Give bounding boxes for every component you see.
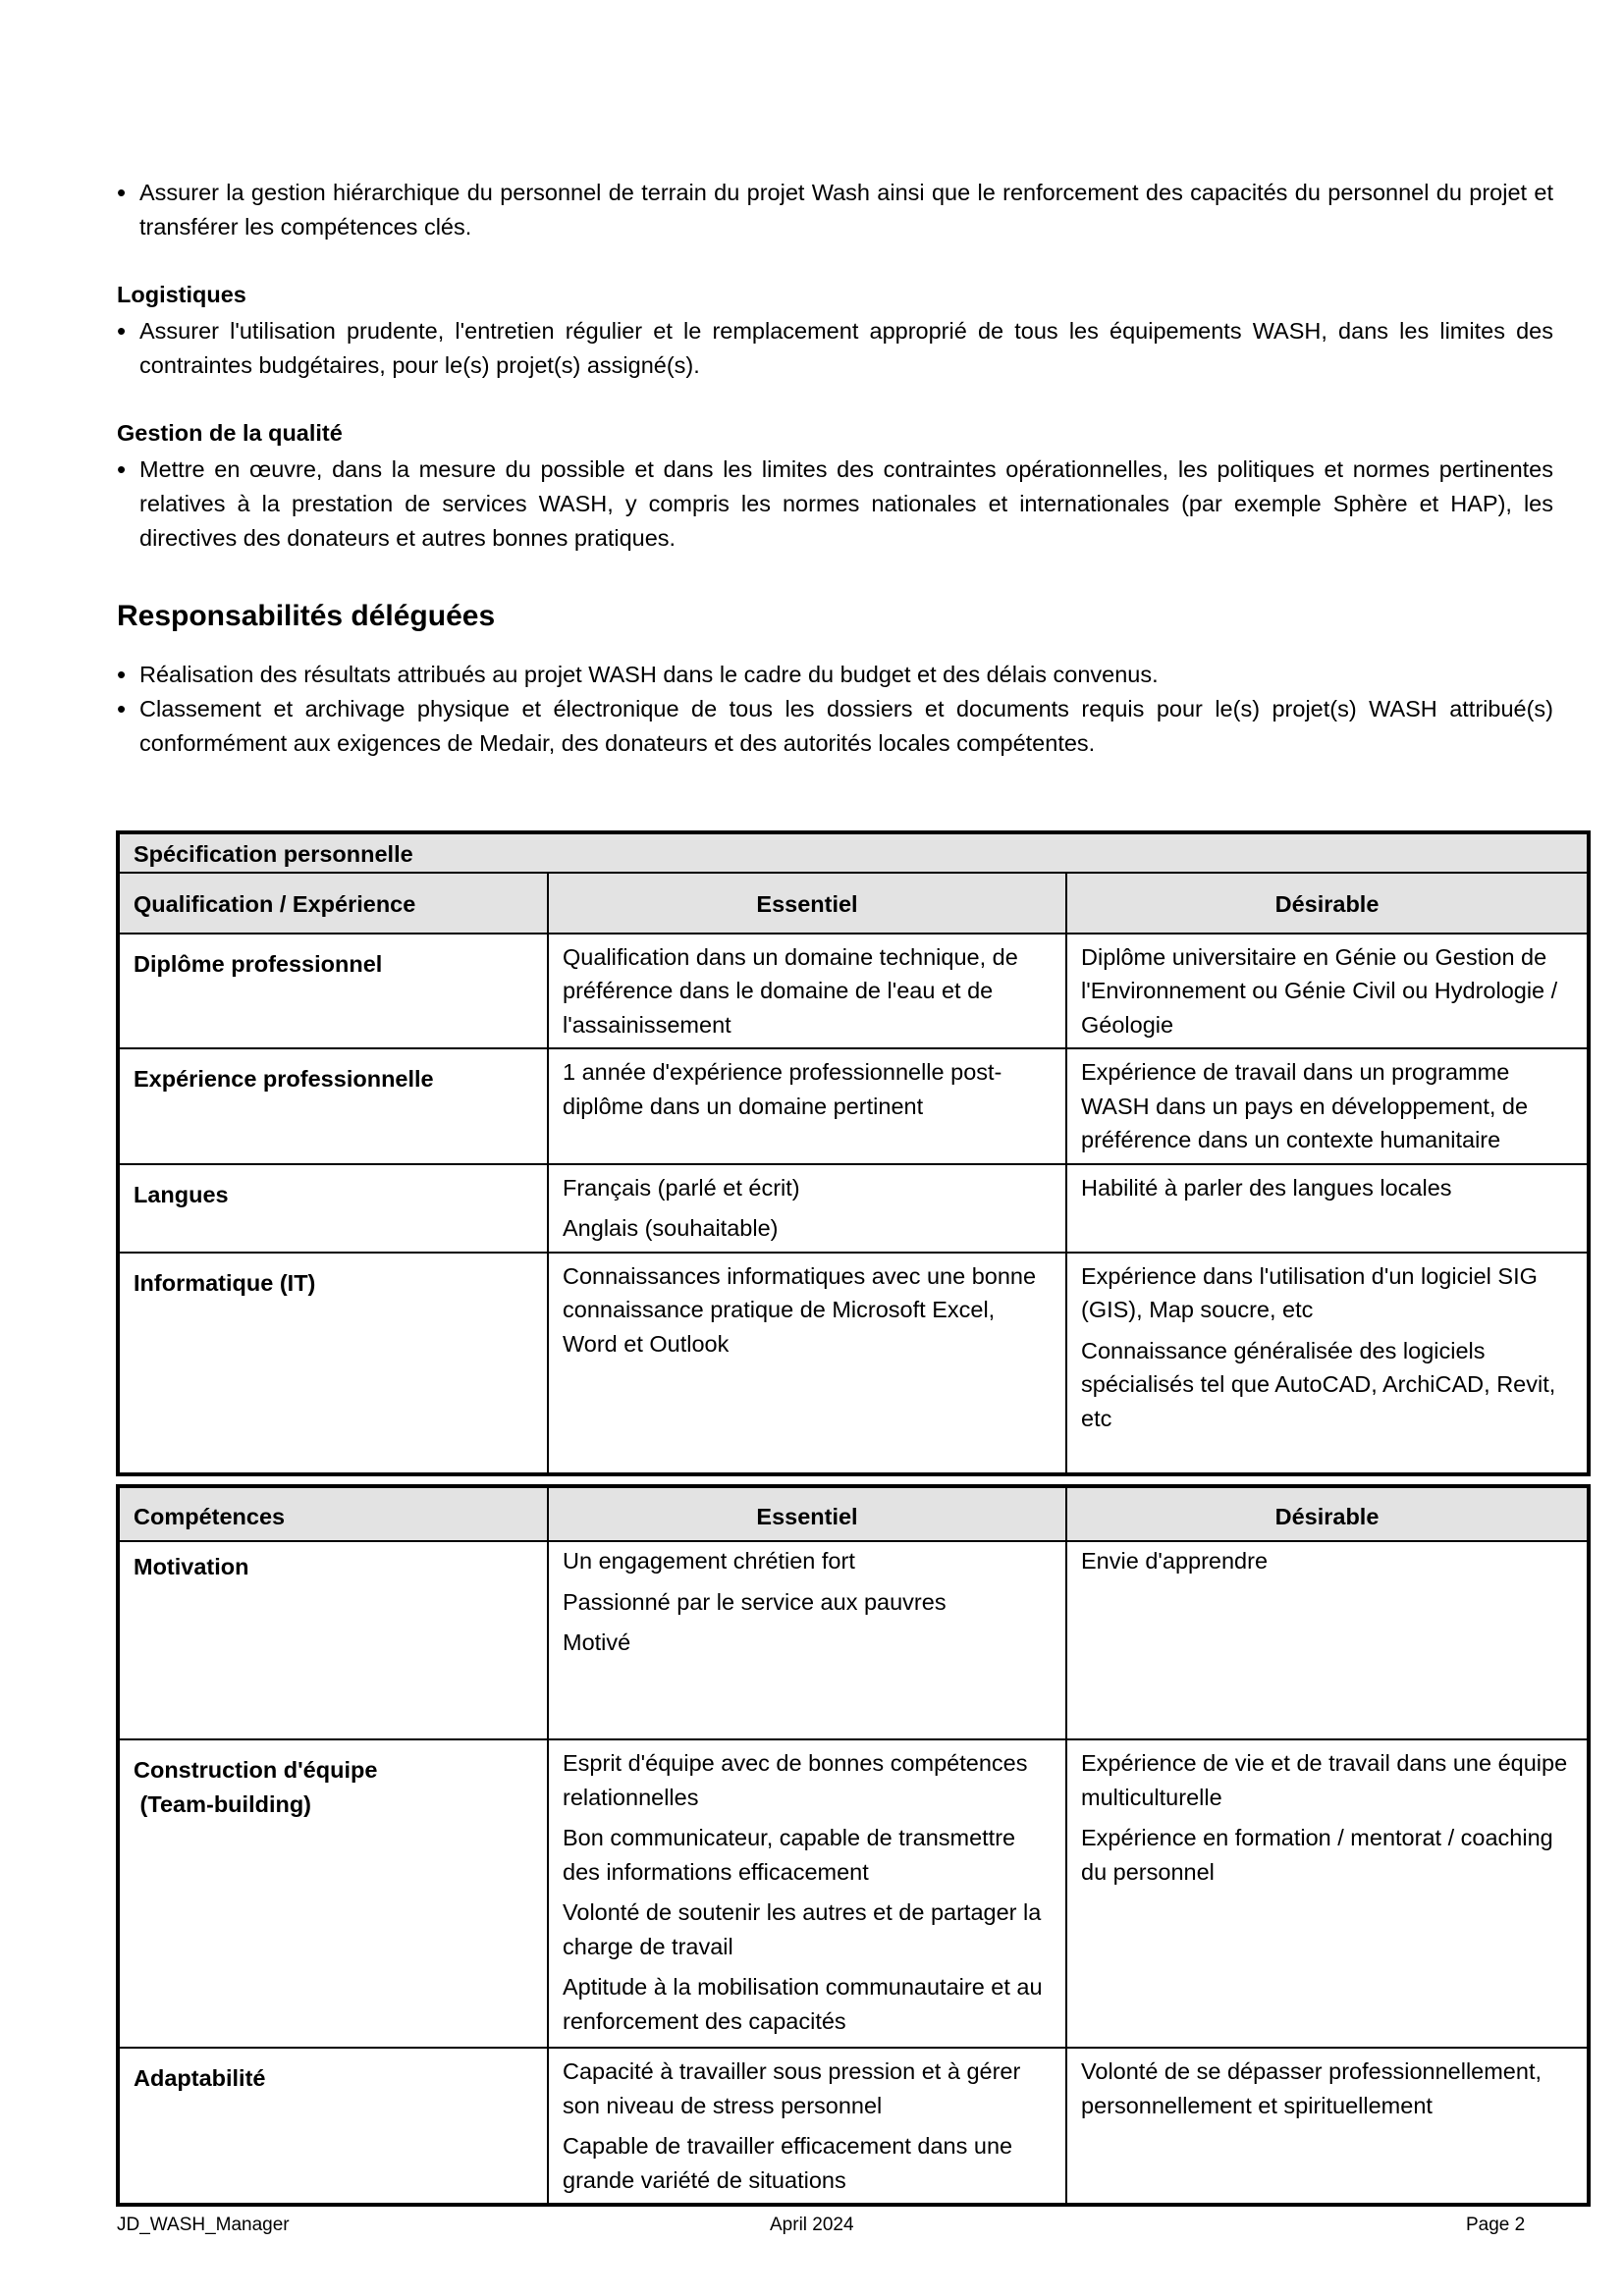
delegated-bullet-list	[117, 658, 1553, 761]
cell-text: Esprit d'équipe avec de bonnes compétences relationnelles	[563, 1750, 1028, 1810]
cell-text: Aptitude à la mobilisation communautaire et au renforcement des capacités	[563, 1974, 1043, 2034]
cell-text: Motivé	[563, 1629, 631, 1655]
cell-text: Capacité à travailler sous pression et à gérer son niveau de stress personnel	[563, 2058, 1021, 2118]
list-item: • Classement et archivage physique et électronique de tous les dossiers et documents requis pour le(s) projet(s) WASH attribué(s) conformément aux exigences de Medair, des donateurs et des autorités locales compétentes.	[117, 692, 1553, 761]
cell-text: Expérience de travail dans un programme WASH dans un pays en développement, de préférence dans un contexte humanitaire	[1081, 1059, 1529, 1152]
column-header: Désirable	[1066, 873, 1589, 934]
table-row	[118, 1541, 1589, 1739]
row-label: Diplôme professionnel	[118, 934, 548, 1049]
column-header: Essentiel	[548, 873, 1066, 934]
intro-bullet-list	[117, 176, 1553, 244]
table-row	[118, 1253, 1589, 1474]
competencies-table	[116, 1484, 1591, 2207]
cell-text: 1 année d'expérience professionnelle post-diplôme dans un domaine pertinent	[563, 1059, 1002, 1119]
footer-document-id: JD_WASH_Manager	[117, 2215, 290, 2235]
spec-header-row	[118, 873, 1589, 934]
table-row	[118, 1739, 1589, 2048]
row-label-line: Construction d'équipe	[134, 1757, 378, 1783]
desirable-cell	[1066, 1048, 1589, 1164]
essential-cell	[548, 1048, 1066, 1164]
cell-text: Bon communicateur, capable de transmettre des informations efficacement	[563, 1825, 1016, 1885]
column-header: Essentiel	[548, 1486, 1066, 1541]
row-label: Informatique (IT)	[118, 1253, 548, 1474]
list-item: • Mettre en œuvre, dans la mesure du possible et dans les limites des contraintes opérationnelles, les politiques et normes pertinentes relatives à la prestation de services WASH, y compris les normes nationales et internationales (par exemple Sphère et HAP), les directives des donateurs et autres bonnes pratiques.	[117, 453, 1553, 556]
cell-text: Habilité à parler des langues locales	[1081, 1174, 1452, 1201]
desirable-cell	[1066, 2048, 1589, 2205]
row-label: Langues	[118, 1164, 548, 1253]
desirable-cell	[1066, 1541, 1589, 1739]
column-header: Compétences	[118, 1486, 548, 1541]
cell-text: Français (parlé et écrit)	[563, 1174, 800, 1201]
essential-cell	[548, 1541, 1066, 1739]
table-row	[118, 1164, 1589, 1253]
cell-text: Envie d'apprendre	[1081, 1548, 1269, 1574]
cell-text: Volonté de se dépasser professionnellement, personnellement et spirituellement	[1081, 2058, 1543, 2118]
row-label: Motivation	[118, 1541, 548, 1739]
desirable-cell	[1066, 1253, 1589, 1474]
quality-bullet-list	[117, 453, 1553, 556]
cell-text: Anglais (souhaitable)	[563, 1215, 779, 1241]
desirable-cell	[1066, 934, 1589, 1049]
table-row	[118, 1048, 1589, 1164]
essential-cell	[548, 1739, 1066, 2048]
table-row	[118, 934, 1589, 1049]
comp-header-row	[118, 1486, 1589, 1541]
list-item: • Réalisation des résultats attribués au projet WASH dans le cadre du budget et des délais convenus.	[117, 658, 1553, 692]
logistics-heading: Logistiques	[117, 282, 246, 307]
desirable-cell	[1066, 1164, 1589, 1253]
cell-text: Expérience en formation / mentorat / coaching du personnel	[1081, 1825, 1553, 1885]
table-row	[118, 2048, 1589, 2205]
quality-heading: Gestion de la qualité	[117, 420, 343, 446]
cell-text: Connaissances informatiques avec une bonne connaissance pratique de Microsoft Excel, Word et Outlook	[563, 1262, 1037, 1357]
spec-title-row	[118, 832, 1589, 873]
cell-text: Diplôme universitaire en Génie ou Gestion de l'Environnement ou Génie Civil ou Hydrologie / Géologie	[1081, 943, 1558, 1038]
delegated-heading: Responsabilités déléguées	[117, 600, 496, 632]
row-label: Expérience professionnelle	[118, 1048, 548, 1164]
row-label-line: (Team-building)	[134, 1790, 312, 1817]
essential-cell	[548, 2048, 1066, 2205]
list-item: • Assurer l'utilisation prudente, l'entretien régulier et le remplacement approprié de tous les équipements WASH, dans les limites des contraintes budgétaires, pour le(s) projet(s) assigné(s).	[117, 314, 1553, 383]
essential-cell	[548, 1253, 1066, 1474]
cell-text: Qualification dans un domaine technique, de préférence dans le domaine de l'eau et de l'assainissement	[563, 943, 1018, 1038]
desirable-cell	[1066, 1739, 1589, 2048]
column-header: Qualification / Expérience	[118, 873, 548, 934]
footer-date: April 2024	[770, 2215, 854, 2235]
cell-text: Expérience de vie et de travail dans une équipe multiculturelle	[1081, 1750, 1568, 1810]
list-item: • Assurer la gestion hiérarchique du personnel de terrain du projet Wash ainsi que le renforcement des capacités du personnel du projet et transférer les compétences clés.	[117, 176, 1553, 244]
cell-text: Capable de travailler efficacement dans une grande variété de situations	[563, 2133, 1013, 2193]
spec-table	[116, 830, 1591, 1476]
essential-cell	[548, 1164, 1066, 1253]
column-header: Désirable	[1066, 1486, 1589, 1541]
row-label	[118, 1739, 548, 2048]
spec-title: Spécification personnelle	[118, 832, 1589, 873]
logistics-bullet-list	[117, 314, 1553, 383]
cell-text: Passionné par le service aux pauvres	[563, 1588, 947, 1615]
cell-text: Volonté de soutenir les autres et de partager la charge de travail	[563, 1899, 1042, 1959]
footer-page-number: Page 2	[1466, 2215, 1526, 2235]
cell-text: Expérience dans l'utilisation d'un logiciel SIG (GIS), Map soucre, etc	[1081, 1262, 1538, 1322]
cell-text: Un engagement chrétien fort	[563, 1548, 855, 1574]
essential-cell	[548, 934, 1066, 1049]
row-label: Adaptabilité	[118, 2048, 548, 2205]
cell-text: Connaissance généralisée des logiciels spécialisés tel que AutoCAD, ArchiCAD, Revit, etc	[1081, 1337, 1556, 1431]
